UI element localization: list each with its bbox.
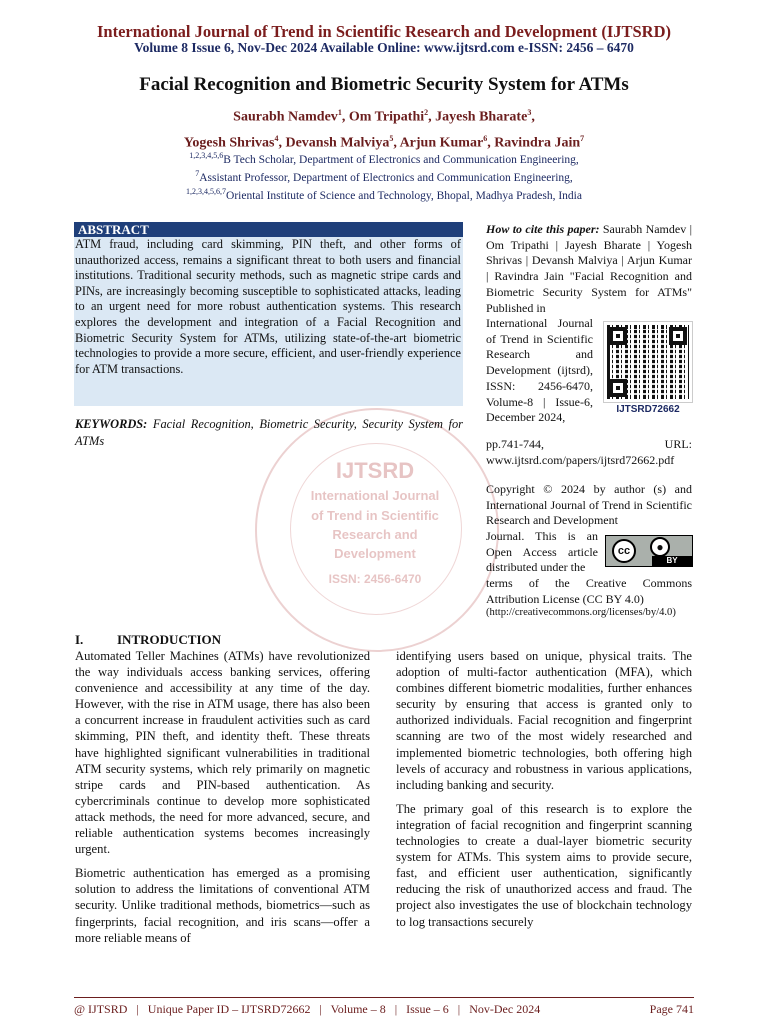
paper-title: Facial Recognition and Biometric Security System for ATMs	[139, 74, 629, 95]
qr-paper-id: IJTSRD72662	[616, 404, 680, 415]
keywords	[75, 416, 463, 449]
affiliation-sup: 1,2,3,4,5,6	[189, 151, 224, 160]
author-affiliation-sup: 1	[337, 108, 342, 117]
watermark-line: Research and	[332, 527, 418, 542]
author-affiliation-sup: 4	[274, 133, 279, 143]
affiliation-3	[0, 187, 768, 202]
intro-left-column	[75, 648, 370, 954]
watermark-line: Development	[334, 546, 416, 561]
affiliation-text: B Tech Scholar, Department of Electronics and Communication Engineering,	[223, 153, 579, 166]
journal-name: International Journal of Trend in Scientific Research and Development (IJTSRD)	[97, 22, 671, 41]
qr-finder	[609, 379, 627, 397]
abstract-text: ATM fraud, including card skimming, PIN theft, and other forms of unauthorized access, remains a significant threat to both users and financial institutions. Traditional security methods, such as magnetic stripe cards and PINs, are increasingly becoming susceptible to sophisticated attacks, leading to an urgent need for more robust authentication systems. This research explores the development and integration of a Facial Recognition and Biometric Security System for ATMs, utilizing state-of-the-art biometric technologies to provide a more secure, efficient, and user-friendly experience for ATM transactions.	[75, 237, 461, 376]
paragraph: identifying users based on unique, physical traits. The adoption of multi-factor authentication (MFA), which combines different biometric modalities, further enhances security by ensuring that access is granted only to authorized individuals. Facial recognition and fingerprint scanning are two of the most widely researched and implemented biometric technologies, both offering high levels of accuracy and robustness in various applications, including banking and security.	[396, 649, 692, 792]
citation-block	[486, 222, 692, 316]
paragraph: Biometric authentication has emerged as a promising solution to address the limitations of conventional ATM security. Unlike traditional methods, biometrics—such as fingerprints, facial recognition, and iris scans—offer a more reliable means of	[75, 866, 370, 945]
author-affiliation-sup: 2	[424, 108, 429, 117]
citation-text-narrow: International Journal of Trend in Scientific Research and Development (ijtsrd), ISSN: 2456-6470, Volume-8 | Issue-6, December 2024,	[486, 316, 593, 425]
copyright-text-narrow: Journal. This is an Open Access article distributed under the	[486, 529, 598, 575]
citation-pages: pp.741-744,	[486, 437, 544, 451]
author-name: Ravindra Jain	[494, 135, 581, 151]
author-name: Devansh Malviya	[285, 135, 390, 151]
keywords-label: KEYWORDS:	[75, 417, 148, 431]
author-name: Om Tripathi	[348, 109, 425, 125]
author-list	[0, 102, 768, 153]
affiliation-text: Assistant Professor, Department of Electronics and Communication Engineering,	[199, 171, 573, 184]
affiliation-1	[0, 151, 768, 166]
footer-rule	[74, 997, 694, 998]
author-line-2: Yogesh Shrivas$^4$, Devansh Malviya$^5$, Arjun Kumar$^6$, Ravindra Jain$^7$	[183, 133, 585, 151]
section-number: I.	[75, 632, 84, 647]
by-label: BY	[652, 556, 692, 566]
author-name: Saurabh Namdev	[233, 109, 338, 125]
affiliation-sup: 1,2,3,4,5,6,7	[186, 187, 227, 196]
keywords-text: Facial Recognition, Biometric Security, Security System for ATMs	[75, 417, 463, 448]
section-heading-introduction	[75, 632, 375, 648]
affiliation-text: Oriental Institute of Science and Technology, Bhopal, Madhya Pradesh, India	[226, 189, 582, 202]
citation-text: Saurabh Namdev | Om Tripathi | Jayesh Bharate | Yogesh Shrivas | Devansh Malviya | Arjun Kumar | Ravindra Jain "Facial Recognition and Biometric Security System for ATMs" Published in	[486, 222, 692, 315]
page-footer	[74, 1002, 694, 1017]
author-line-1: Saurabh Namdev$^1$, Om Tripathi$^2$, Jayesh Bharate$^3$,	[233, 108, 535, 125]
page-number: Page 741	[649, 1002, 694, 1016]
qr-code-icon	[604, 322, 692, 402]
person-icon: ●	[650, 537, 670, 557]
qr-finder	[609, 327, 627, 345]
affiliation-2	[0, 169, 768, 184]
copyright-tail: terms of the Creative Commons Attribution License (CC BY 4.0)	[486, 576, 692, 606]
paragraph: Automated Teller Machines (ATMs) have revolutionized the way individuals access banking services, offering convenience and accessibility at any time of the day. However, with the rise in ATM usage, there has also been a concurrent increase in fraudulent activities such as card skimming, PIN theft, and identity theft. These threats have highlighted significant vulnerabilities in traditional ATM security systems, which rely primarily on magnetic stripe cards and PIN-based authentication. As cybercriminals continue to develop more sophisticated attack methods, the need for more advanced, secure, and reliable authentication systems becomes increasingly urgent.	[75, 649, 370, 857]
citation-pages-row	[486, 437, 692, 453]
citation-label: How to cite this paper:	[486, 222, 600, 236]
author-name: Arjun Kumar	[399, 135, 484, 151]
citation-url[interactable]: www.ijtsrd.com/papers/ijtsrd72662.pdf	[486, 452, 675, 467]
author-affiliation-sup: 5	[389, 133, 394, 143]
journal-issue-line: Volume 8 Issue 6, Nov-Dec 2024 Available Online: www.ijtsrd.com e-ISSN: 2456 – 6470	[134, 40, 634, 55]
watermark-issn: ISSN: 2456-6470	[328, 572, 422, 586]
author-affiliation-sup: 6	[483, 133, 488, 143]
cc-by-license-icon	[605, 535, 693, 567]
watermark-abbr: IJTSRD	[335, 458, 415, 483]
copyright-text: Copyright © 2024 by author (s) and International Journal of Trend in Scientific Research and Development	[486, 482, 692, 528]
cc-icon: cc	[612, 539, 636, 563]
footer-text: @ IJTSRD | Unique Paper ID – IJTSRD72662 | Volume – 8 | Issue – 6 | Nov-Dec 2024	[74, 1002, 541, 1016]
license-url[interactable]: (http://creativecommons.org/licenses/by/4.0)	[486, 607, 676, 618]
paragraph: The primary goal of this research is to explore the integration of facial recognition and fingerprint scanning technologies to create a dual-layer biometric security system for ATMs. This system aims to provide secure, fast, and efficient user authentication, significantly reducing the risk of unauthorized access and fraud. The project also investigates the use of blockchain technology to log transactions securely	[396, 801, 692, 929]
abstract-heading: ABSTRACT	[74, 222, 463, 237]
author-affiliation-sup: 3	[527, 108, 532, 117]
author-affiliation-sup: 7	[580, 133, 585, 143]
author-name: Yogesh Shrivas	[183, 135, 275, 151]
citation-url-label: URL:	[664, 437, 692, 451]
section-title: INTRODUCTION	[117, 632, 222, 647]
watermark-line: International Journal	[310, 488, 440, 503]
author-name: Jayesh Bharate	[435, 109, 528, 125]
qr-finder	[669, 327, 687, 345]
intro-right-column	[396, 648, 692, 938]
watermark-line: of Trend in Scientific	[311, 508, 439, 523]
affiliation-sup: 7	[195, 169, 200, 178]
citation-pages-url	[486, 437, 692, 468]
